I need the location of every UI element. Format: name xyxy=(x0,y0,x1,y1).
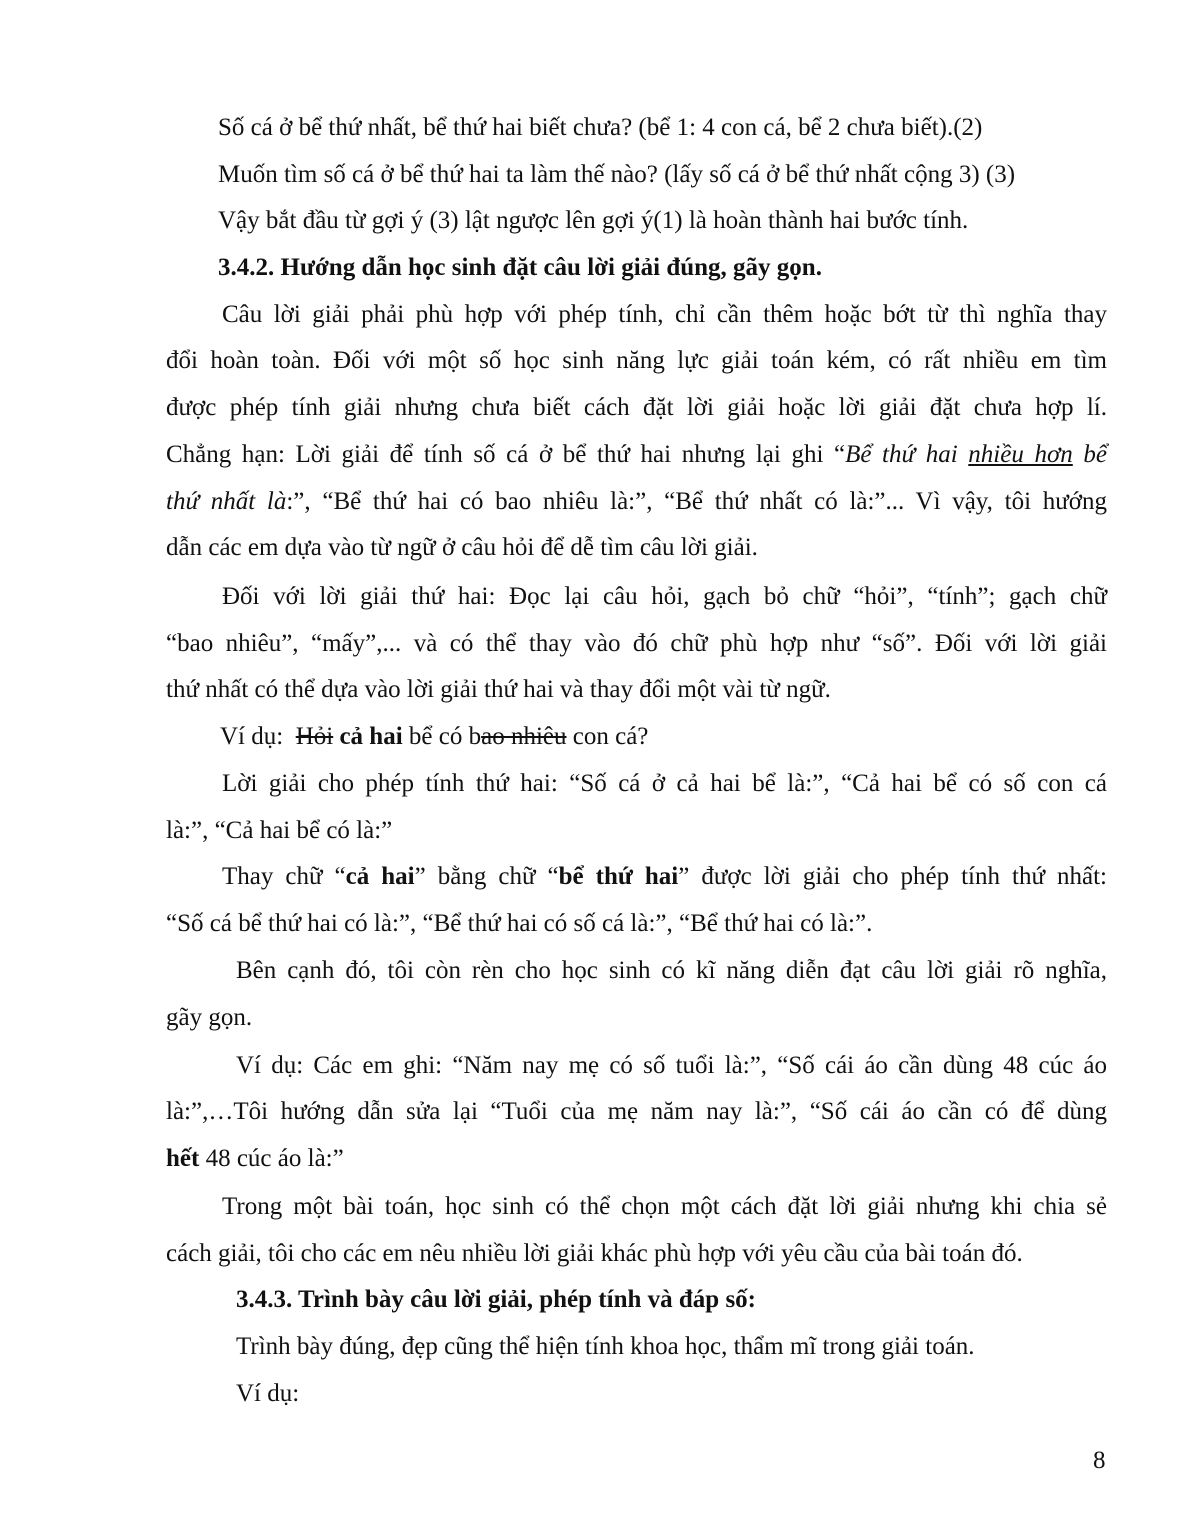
section-heading-3-4-3: 3.4.3. Trình bày câu lời giải, phép tính và đáp số: xyxy=(236,1286,756,1313)
text-run: ” bằng chữ “ xyxy=(414,863,559,890)
paragraph-line: là:”,…Tôi hướng dẫn sửa lại “Tuổi của mẹ năm nay là:”, “Số cái áo cần có để dùng xyxy=(166,1098,1107,1125)
italic-quote: bể xyxy=(1072,441,1107,468)
underlined-phrase: nhiều hơn xyxy=(968,441,1073,468)
paragraph-line: Trong một bài toán, học sinh có thể chọn một cách đặt lời giải nhưng khi chia sẻ xyxy=(222,1193,1107,1220)
paragraph-line: Ví dụ: Các em ghi: “Năm nay mẹ có số tuổi là:”, “Số cái áo cần dùng 48 cúc áo xyxy=(236,1052,1107,1079)
paragraph-line: “Số cá bể thứ hai có là:”, “Bể thứ hai có số cá là:”, “Bể thứ hai có là:”. xyxy=(166,910,873,937)
text-run: Chẳng hạn: Lời giải để tính số cá ở bể thứ hai nhưng lại ghi “ xyxy=(166,441,846,468)
example-question xyxy=(220,721,648,753)
text-line: Số cá ở bể thứ nhất, bể thứ hai biết chưa? (bể 1: 4 con cá, bể 2 chưa biết).(2) xyxy=(218,114,983,141)
section-heading-3-4-2: 3.4.2. Hướng dẫn học sinh đặt câu lời giải đúng, gãy gọn. xyxy=(218,254,822,281)
paragraph-line: Trình bày đúng, đẹp cũng thể hiện tính khoa học, thẩm mĩ trong giải toán. xyxy=(236,1333,975,1360)
struck-word: ao nhiêu xyxy=(481,723,567,750)
text-run: con cá? xyxy=(566,723,649,750)
paragraph-line xyxy=(222,861,1107,893)
paragraph-line: Câu lời giải phải phù hợp với phép tính, chỉ cần thêm hoặc bớt từ thì nghĩa thay xyxy=(222,301,1107,328)
example-label: Ví dụ: xyxy=(236,1380,300,1407)
text-line: Vậy bắt đầu từ gợi ý (3) lật ngược lên gợi ý(1) là hoàn thành hai bước tính. xyxy=(218,207,969,234)
paragraph-line: đổi hoàn toàn. Đối với một số học sinh năng lực giải toán kém, có rất nhiều em tìm xyxy=(166,347,1107,374)
text-run: :”, “Bể thứ hai có bao nhiêu là:”, “Bể thứ nhất có là:”... Vì vậy, tôi hướng xyxy=(286,488,1107,515)
paragraph-line: được phép tính giải nhưng chưa biết cách đặt lời giải hoặc lời giải đặt chưa hợp lí. xyxy=(166,394,1107,421)
text-run: bể có b xyxy=(402,723,482,750)
paragraph-line: dẫn các em dựa vào từ ngữ ở câu hỏi để dễ tìm câu lời giải. xyxy=(166,534,758,561)
paragraph-line xyxy=(166,1143,344,1175)
bold-word: bể thứ hai xyxy=(558,863,679,890)
paragraph-line: Đối với lời giải thứ hai: Đọc lại câu hỏi, gạch bỏ chữ “hỏi”, “tính”; gạch chữ xyxy=(222,583,1107,610)
paragraph-line xyxy=(166,486,1107,518)
paragraph-line: là:”, “Cả hai bể có là:” xyxy=(166,817,393,844)
bold-word: hết xyxy=(166,1145,200,1172)
text-run: ” được lời giải cho phép tính thứ nhất: xyxy=(678,863,1107,890)
paragraph-line: gãy gọn. xyxy=(166,1004,253,1031)
paragraph-line: thứ nhất có thể dựa vào lời giải thứ hai và thay đổi một vài từ ngữ. xyxy=(166,676,831,703)
italic-quote: thứ nhất là xyxy=(166,488,287,515)
struck-word: Hỏi xyxy=(295,723,334,750)
bold-word: cả hai xyxy=(345,863,415,890)
page-number: 8 xyxy=(1093,1447,1106,1474)
paragraph-line: Lời giải cho phép tính thứ hai: “Số cá ở cả hai bể là:”, “Cả hai bể có số con cá xyxy=(222,770,1107,797)
paragraph-line: cách giải, tôi cho các em nêu nhiều lời giải khác phù hợp với yêu cầu của bài toán đó. xyxy=(166,1240,1023,1267)
text-run: 48 cúc áo là:” xyxy=(199,1145,344,1172)
italic-quote: Bể thứ hai xyxy=(845,441,969,468)
text-run: Thay chữ “ xyxy=(222,863,346,890)
paragraph-line xyxy=(166,439,1107,471)
text-line: Muốn tìm số cá ở bể thứ hai ta làm thế nào? (lấy số cá ở bể thứ nhất cộng 3) (3) xyxy=(218,161,1016,188)
text-run: Ví dụ: xyxy=(220,723,296,750)
bold-word: cả hai xyxy=(333,723,403,750)
paragraph-line: Bên cạnh đó, tôi còn rèn cho học sinh có kĩ năng diễn đạt câu lời giải rõ nghĩa, xyxy=(236,957,1107,984)
paragraph-line: “bao nhiêu”, “mấy”,... và có thể thay vào đó chữ phù hợp như “số”. Đối với lời giải xyxy=(166,630,1107,657)
